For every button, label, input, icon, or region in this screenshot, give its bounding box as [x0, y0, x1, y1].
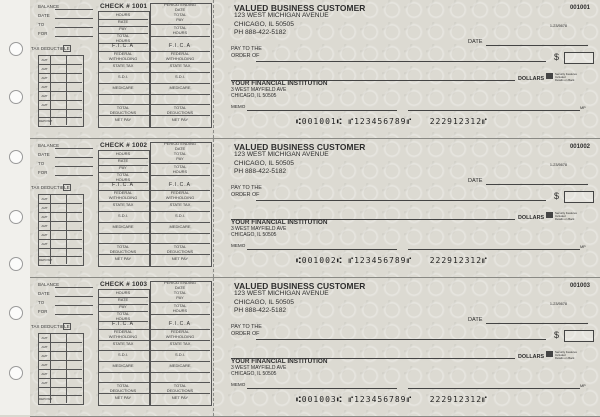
company-block: [234, 282, 365, 316]
stub-row-line: [38, 378, 82, 379]
stub-col-line: [50, 333, 51, 403]
company-phone: PH 888-422-5182: [234, 168, 287, 176]
stub-amt-label: AMT: [41, 224, 48, 228]
stub-row-line: [150, 175, 210, 176]
bank-name: YOUR FINANCIAL INSTITUTION: [231, 80, 328, 87]
stub-rate-label: RATE: [117, 158, 129, 163]
stub-row-line: [98, 83, 210, 84]
stub-medicare-label: MEDICARE: [112, 85, 134, 90]
check-2: [30, 139, 600, 278]
security-features-text: Security Features Included Details on Back: [555, 211, 577, 221]
stub-medicare-label: MEDICARE: [112, 363, 134, 368]
stub-balance-line: [55, 287, 93, 288]
stub-amt-label: AMT: [41, 94, 48, 98]
binder-hole: [9, 306, 23, 320]
lock-icon: [546, 351, 553, 357]
stub-check-prefix: CHECK #: [100, 281, 130, 288]
stub-row-line: [38, 82, 82, 83]
micr-line: ⑆001003⑆ ⑈123456789⑈ 222912312⑈: [296, 395, 488, 404]
stub-state-tax-label: STATE TAX: [112, 202, 134, 207]
date-label: DATE: [468, 178, 483, 184]
stub-pay-label: PAY: [119, 165, 127, 170]
stub-total-hours-right: TOTAL HOURS: [172, 25, 188, 35]
stub-pay-label: PAY: [119, 304, 127, 309]
stub-col-line: [66, 194, 67, 264]
stub-amt-label: AMT: [41, 76, 48, 80]
stub-row-line: [38, 360, 82, 361]
stub-deposit-label: DEPOSIT: [39, 397, 53, 401]
stub-sdi-label-right: S.D.I.: [174, 74, 185, 79]
stub-tax-deductible-label: TAX DEDUCTIBLE: [31, 324, 70, 329]
binder-hole: [9, 150, 23, 164]
stub-total-deductions-label-right: TOTAL DEDUCTIONS: [166, 105, 194, 115]
stub-row-line: [38, 212, 82, 213]
date-field[interactable]: [486, 323, 588, 324]
stub-check-prefix: CHECK #: [100, 142, 130, 149]
check-3: [30, 278, 600, 417]
stub-row-line: [98, 104, 210, 105]
bank-address1: 3 WEST MAYFIELD AVE: [231, 87, 287, 94]
stub-state-tax-label-right: STATE TAX: [169, 202, 191, 207]
stub-amt-label: AMT: [41, 58, 48, 62]
stub-medicare-label-right: MEDICARE: [169, 224, 191, 229]
stub-fica-label-right: F.I.C.A: [168, 43, 191, 49]
stub-row-line: [150, 314, 210, 315]
stub-sdi-label-right: S.D.I.: [174, 213, 185, 218]
bank-address2: CHICAGO, IL 50505: [231, 371, 277, 378]
stub-balance-line: [55, 9, 93, 10]
pay-to-line2: ORDER OF: [231, 52, 260, 59]
check-1: [30, 0, 600, 139]
stub-total-pay-label: TOTAL PAY: [173, 290, 187, 300]
memo-label: MEMO: [231, 104, 246, 109]
stub-total-hours-label: TOTAL HOURS: [115, 33, 131, 43]
perforation: [213, 139, 214, 277]
stub-total-pay-label: TOTAL PAY: [173, 12, 187, 22]
stub-date-label: DATE: [38, 13, 50, 18]
stub-balance-label: BALANCE: [38, 143, 60, 148]
stub-state-tax-label: STATE TAX: [112, 63, 134, 68]
stub-net-pay-label-right: NET PAY: [171, 117, 189, 122]
stub-row-line: [38, 369, 82, 370]
company-name: VALUED BUSINESS CUSTOMER: [234, 3, 366, 13]
company-address1: 123 WEST MICHIGAN AVENUE: [234, 290, 329, 298]
stub-medicare-label-right: MEDICARE: [169, 363, 191, 368]
stub-amt-label: AMT: [41, 215, 48, 219]
bank-fraction: 1-23/5678: [549, 302, 567, 306]
bank-fraction: 1-23/5678: [549, 24, 567, 28]
date-field[interactable]: [486, 184, 588, 185]
stub-period-ending: PERIOD ENDING DATE: [163, 280, 196, 290]
company-block: [234, 4, 365, 38]
stub-balance-label: BALANCE: [38, 282, 60, 287]
check-number: 001003: [569, 283, 590, 289]
stub-row-line: [98, 254, 210, 255]
dollars-label: DOLLARS: [518, 354, 545, 360]
stub-col-line: [50, 194, 51, 264]
stub-col-line: [50, 55, 51, 125]
amount-box[interactable]: [564, 191, 594, 203]
stub-amt-label: AMT: [41, 336, 48, 340]
memo-field[interactable]: [247, 110, 397, 111]
stub-sdi-label: S.D.I.: [117, 74, 128, 79]
pay-to-line1: PAY TO THE: [231, 46, 262, 52]
stub-tax-deductible-label: TAX DEDUCTIBLE: [31, 185, 70, 190]
stub-amt-label: AMT: [41, 67, 48, 71]
stub-amt-label: AMT: [41, 372, 48, 376]
stub-state-tax-label: STATE TAX: [112, 341, 134, 346]
signature-line[interactable]: [408, 110, 580, 111]
stub-to-label: TO: [38, 300, 45, 305]
bank-address1: 3 WEST MAYFIELD AVE: [231, 365, 287, 372]
company-name: VALUED BUSINESS CUSTOMER: [234, 281, 366, 291]
bank-block: [231, 81, 327, 100]
company-address2: CHICAGO, IL 50505: [234, 20, 294, 28]
stub-check-number: [100, 142, 147, 149]
stub-medicare-label: MEDICARE: [112, 224, 134, 229]
stub-deposit-label: DEPOSIT: [39, 119, 53, 123]
stub-date-line: [55, 18, 93, 19]
amount-box[interactable]: [564, 52, 594, 64]
stub-pay-label: PAY: [119, 26, 127, 31]
stub-rate-label: RATE: [117, 297, 129, 302]
stub-row-line: [38, 248, 82, 249]
check-body: [216, 0, 600, 138]
stub-row-line: [38, 73, 82, 74]
stub-row-line: [38, 64, 82, 65]
signature-line[interactable]: [408, 249, 580, 250]
stub-total-deductions-label: TOTAL DEDUCTIONS: [109, 383, 137, 393]
stub-to-line: [55, 27, 93, 28]
mp-label: MP: [580, 106, 586, 110]
stub-total-deductions-label: TOTAL DEDUCTIONS: [109, 105, 137, 115]
stub-row-line: [38, 342, 82, 343]
stub-row-line: [98, 222, 210, 223]
date-label: DATE: [468, 39, 483, 45]
binder-hole: [9, 257, 23, 271]
stub-date-label: DATE: [38, 152, 50, 157]
stub-amt-label: AMT: [41, 242, 48, 246]
stub-balance-line: [55, 148, 93, 149]
dollars-label: DOLLARS: [518, 76, 545, 82]
check-stub: [30, 278, 212, 416]
micr-line: ⑆001002⑆ ⑈123456789⑈ 222912312⑈: [296, 256, 488, 265]
pay-to-line2: ORDER OF: [231, 330, 260, 337]
bank-address1: 3 WEST MAYFIELD AVE: [231, 226, 287, 233]
stub-row-line: [38, 100, 82, 101]
company-address1: 123 WEST MICHIGAN AVENUE: [234, 151, 329, 159]
binder-hole: [9, 90, 23, 104]
company-phone: PH 888-422-5182: [234, 307, 287, 315]
stub-col-line: [66, 55, 67, 125]
stub-total-hours-label: TOTAL HOURS: [115, 172, 131, 182]
check-stub: [30, 0, 212, 138]
memo-label: MEMO: [231, 243, 246, 248]
pay-to-label: [231, 46, 262, 59]
stub-check-number: [100, 281, 147, 288]
stub-row-line: [38, 395, 82, 396]
date-field[interactable]: [486, 45, 588, 46]
stub-row-line: [98, 211, 210, 212]
binder-hole: [9, 210, 23, 224]
stub-federal-withholding-label: FEDERAL WITHHOLDING: [108, 51, 138, 61]
stub-to-label: TO: [38, 161, 45, 166]
stub-hours-label: HOURS: [115, 12, 131, 17]
stub-amt-label: AMT: [41, 233, 48, 237]
stub-medicare-label-right: MEDICARE: [169, 85, 191, 90]
stub-check-number-value: 1002: [131, 142, 148, 149]
stub-for-label: FOR: [38, 170, 48, 175]
stub-total-hours-right: TOTAL HOURS: [172, 303, 188, 313]
stub-row-line: [38, 230, 82, 231]
stub-federal-withholding-label-right: FEDERAL WITHHOLDING: [165, 51, 195, 61]
stub-for-label: FOR: [38, 309, 48, 314]
payee-field[interactable]: [256, 339, 546, 340]
pay-to-label: [231, 324, 262, 337]
stub-deposit-label: DEPOSIT: [39, 258, 53, 262]
stub-for-line: [55, 175, 93, 176]
stub-total-hours-label: TOTAL HOURS: [115, 311, 131, 321]
stub-net-pay-label-right: NET PAY: [171, 256, 189, 261]
signature-line[interactable]: [408, 388, 580, 389]
stub-check-prefix: CHECK #: [100, 3, 130, 10]
memo-field[interactable]: [247, 249, 397, 250]
stub-to-line: [55, 166, 93, 167]
stub-fica-label: F.I.C.A: [111, 43, 134, 49]
stub-tax-deductible-checkbox[interactable]: [63, 323, 71, 330]
stub-tax-deductible-checkbox[interactable]: [63, 184, 71, 191]
stub-row-line: [98, 243, 210, 244]
stub-to-label: TO: [38, 22, 45, 27]
stub-check-number: [100, 3, 147, 10]
bank-name: YOUR FINANCIAL INSTITUTION: [231, 219, 328, 226]
stub-total-hours-right: TOTAL HOURS: [172, 164, 188, 174]
stub-fica-label-right: F.I.C.A: [168, 321, 191, 327]
bank-address2: CHICAGO, IL 50505: [231, 232, 277, 239]
stub-amt-label: AMT: [41, 103, 48, 107]
bank-block: [231, 359, 327, 378]
mp-label: MP: [580, 245, 586, 249]
perforation: [213, 0, 214, 138]
date-label: DATE: [468, 317, 483, 323]
dollar-sign: $: [554, 330, 560, 340]
dollar-sign: $: [554, 191, 560, 201]
stub-total-deductions-label-right: TOTAL DEDUCTIONS: [166, 383, 194, 393]
pay-to-label: [231, 185, 262, 198]
stub-period-ending: PERIOD ENDING DATE: [163, 141, 196, 151]
stub-amt-label: AMT: [41, 363, 48, 367]
stub-period-ending: PERIOD ENDING DATE: [163, 2, 196, 12]
stub-hours-label: HOURS: [115, 151, 131, 156]
stub-fica-label-right: F.I.C.A: [168, 182, 191, 188]
stub-state-tax-label-right: STATE TAX: [169, 341, 191, 346]
company-address1: 123 WEST MICHIGAN AVENUE: [234, 12, 329, 20]
stub-row-line: [98, 115, 210, 116]
stub-amt-label: AMT: [41, 85, 48, 89]
company-block: [234, 143, 365, 177]
stub-row-line: [38, 109, 82, 110]
stub-row-line: [38, 221, 82, 222]
stub-amt-label: AMT: [41, 206, 48, 210]
stub-col-line: [66, 333, 67, 403]
stub-sdi-label-right: S.D.I.: [174, 352, 185, 357]
stub-check-number-value: 1003: [131, 281, 148, 288]
bank-address2: CHICAGO, IL 50505: [231, 93, 277, 100]
stub-state-tax-label-right: STATE TAX: [169, 63, 191, 68]
micr-line: ⑆001001⑆ ⑈123456789⑈ 222912312⑈: [296, 117, 488, 126]
bank-name: YOUR FINANCIAL INSTITUTION: [231, 358, 328, 365]
mp-label: MP: [580, 384, 586, 388]
stub-row-line: [98, 372, 210, 373]
binder-hole: [9, 42, 23, 56]
stub-date-label: DATE: [38, 291, 50, 296]
stub-amt-label: AMT: [41, 345, 48, 349]
stub-row-line: [98, 393, 210, 394]
binder-hole: [9, 366, 23, 380]
stub-row-line: [98, 72, 210, 73]
stub-row-line: [38, 256, 82, 257]
stub-for-label: FOR: [38, 31, 48, 36]
stub-total-pay-label: TOTAL PAY: [173, 151, 187, 161]
memo-field[interactable]: [247, 388, 397, 389]
dollar-sign: $: [554, 52, 560, 62]
stub-sdi-label: S.D.I.: [117, 352, 128, 357]
amount-box[interactable]: [564, 330, 594, 342]
lock-icon: [546, 73, 553, 79]
check-number: 001002: [569, 144, 590, 150]
bank-block: [231, 220, 327, 239]
stub-row-line: [98, 94, 210, 95]
stub-balance-label: BALANCE: [38, 4, 60, 9]
stub-row-line: [38, 351, 82, 352]
stub-row-line: [38, 91, 82, 92]
check-number: 001001: [569, 5, 590, 11]
stub-row-line: [150, 36, 210, 37]
stub-row-line: [98, 233, 210, 234]
stub-tax-deductible-label: TAX DEDUCTIBLE: [31, 46, 70, 51]
stub-row-line: [38, 117, 82, 118]
stub-federal-withholding-label: FEDERAL WITHHOLDING: [108, 190, 138, 200]
company-address2: CHICAGO, IL 50505: [234, 298, 294, 306]
stub-fica-label: F.I.C.A: [111, 321, 134, 327]
stub-check-number-value: 1001: [131, 3, 148, 10]
stub-to-line: [55, 305, 93, 306]
pay-to-line2: ORDER OF: [231, 191, 260, 198]
stub-tax-deductible-checkbox[interactable]: [63, 45, 71, 52]
check-body: [216, 139, 600, 277]
company-phone: PH 888-422-5182: [234, 29, 287, 37]
stub-total-deductions-label-right: TOTAL DEDUCTIONS: [166, 244, 194, 254]
stub-net-pay-label: NET PAY: [114, 395, 132, 400]
stub-amt-label: AMT: [41, 197, 48, 201]
payee-field[interactable]: [256, 200, 546, 201]
binder-hole-strip: [0, 0, 30, 415]
stub-for-line: [55, 314, 93, 315]
memo-label: MEMO: [231, 382, 246, 387]
company-address2: CHICAGO, IL 50505: [234, 159, 294, 167]
payee-field[interactable]: [256, 61, 546, 62]
stub-row-line: [98, 382, 210, 383]
stub-for-line: [55, 36, 93, 37]
security-features-text: Security Features Included Details on Back: [555, 350, 577, 360]
stub-rate-label: RATE: [117, 19, 129, 24]
stub-row-line: [38, 387, 82, 388]
bank-fraction: 1-23/5678: [549, 163, 567, 167]
stub-row-line: [98, 350, 210, 351]
stub-row-line: [38, 203, 82, 204]
pay-to-line1: PAY TO THE: [231, 185, 262, 191]
stub-date-line: [55, 296, 93, 297]
check-stub: [30, 139, 212, 277]
stub-amt-label: AMT: [41, 354, 48, 358]
company-name: VALUED BUSINESS CUSTOMER: [234, 142, 366, 152]
stub-sdi-label: S.D.I.: [117, 213, 128, 218]
stub-federal-withholding-label-right: FEDERAL WITHHOLDING: [165, 329, 195, 339]
stub-federal-withholding-label: FEDERAL WITHHOLDING: [108, 329, 138, 339]
stub-row-line: [98, 361, 210, 362]
stub-date-line: [55, 157, 93, 158]
stub-fica-label: F.I.C.A: [111, 182, 134, 188]
dollars-label: DOLLARS: [518, 215, 545, 221]
perforation: [213, 278, 214, 416]
stub-net-pay-label: NET PAY: [114, 117, 132, 122]
stub-amt-label: AMT: [41, 381, 48, 385]
stub-net-pay-label-right: NET PAY: [171, 395, 189, 400]
stub-federal-withholding-label-right: FEDERAL WITHHOLDING: [165, 190, 195, 200]
check-body: [216, 278, 600, 416]
security-features-text: Security Features Included Details on Back: [555, 72, 577, 82]
stub-net-pay-label: NET PAY: [114, 256, 132, 261]
lock-icon: [546, 212, 553, 218]
stub-hours-label: HOURS: [115, 290, 131, 295]
pay-to-line1: PAY TO THE: [231, 324, 262, 330]
stub-row-line: [38, 239, 82, 240]
stub-total-deductions-label: TOTAL DEDUCTIONS: [109, 244, 137, 254]
